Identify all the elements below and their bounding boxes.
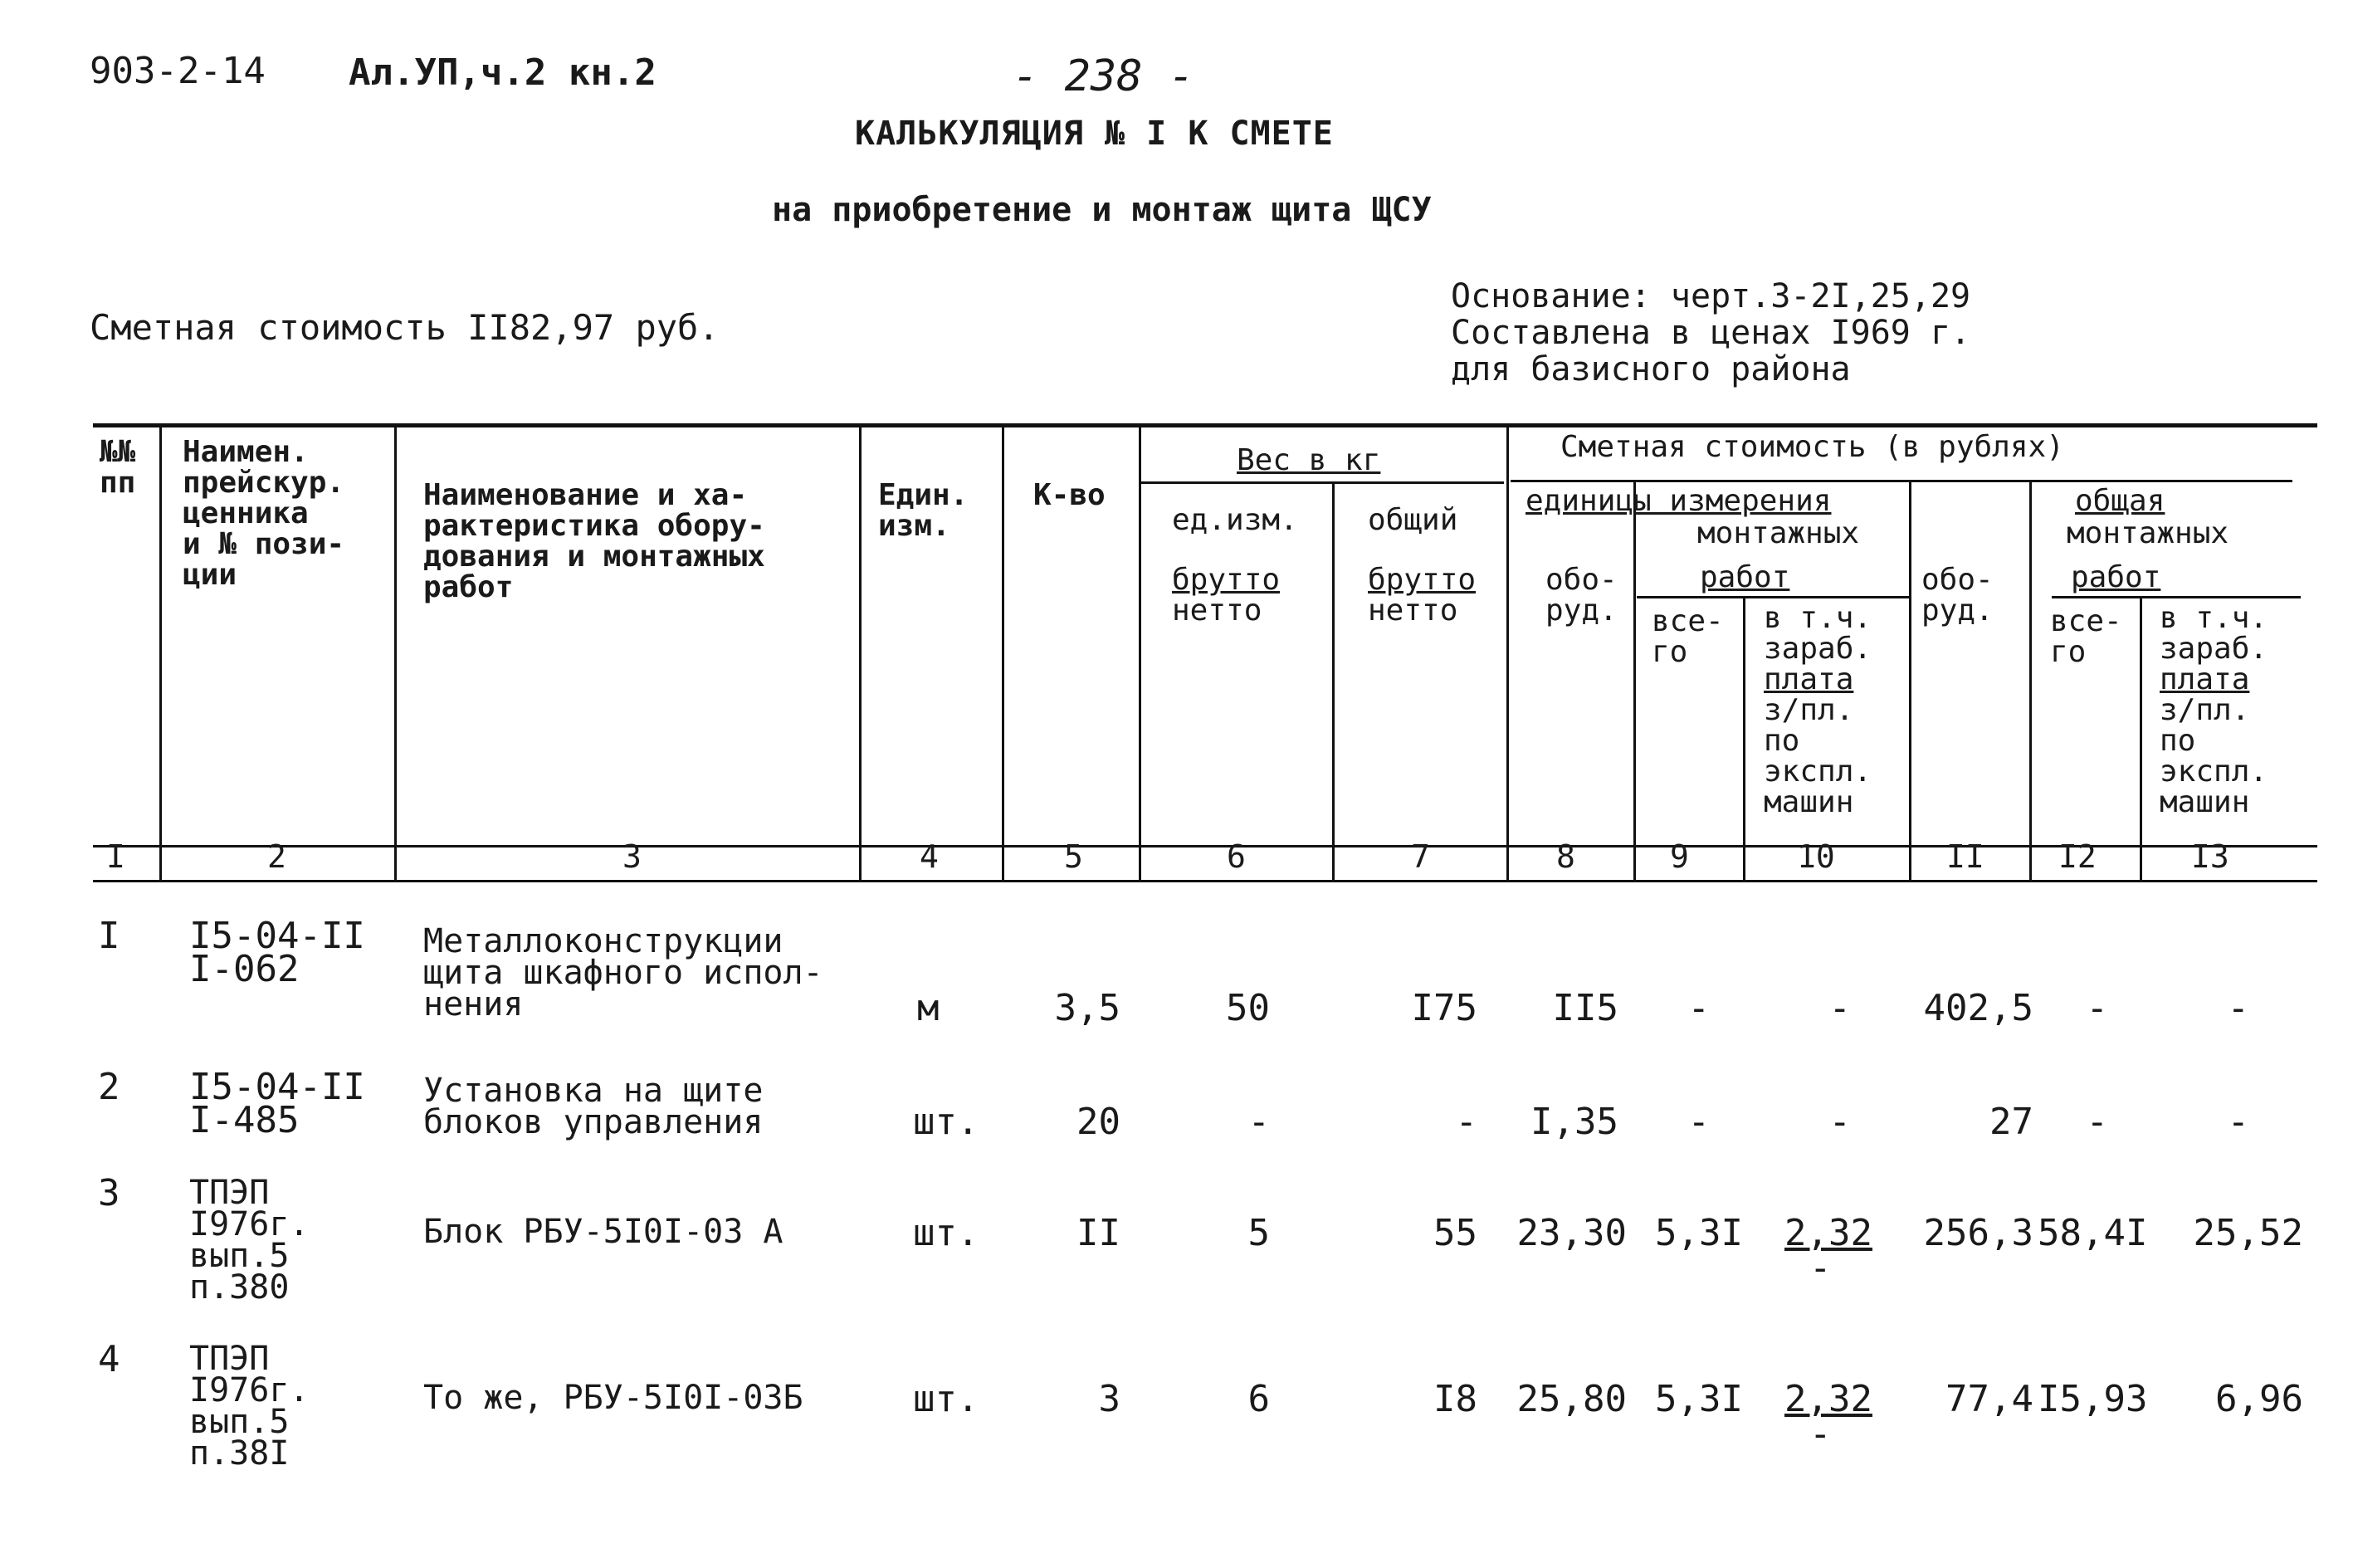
header-col-price-ref: Наимен. прейскур. ценника и № пози- ции xyxy=(183,435,345,592)
table-col-divider xyxy=(1633,481,1636,882)
row-unit: шт. xyxy=(913,1101,979,1143)
header-weight-total: общий xyxy=(1368,503,1458,537)
document-code: 903-2-14 xyxy=(90,50,266,92)
row-unit: шт. xyxy=(913,1378,979,1420)
column-number: 3 xyxy=(622,838,642,875)
table-col-divider xyxy=(394,427,397,882)
row-name: Установка на щите блоков управления xyxy=(423,1072,764,1141)
header-per-unit: единицы измерения xyxy=(1526,484,1832,518)
row-total-incl: - xyxy=(2227,1101,2249,1143)
table-col-divider xyxy=(1139,427,1141,882)
row-total-incl: 6,96 xyxy=(2215,1378,2303,1420)
row-unit-equipment: I,35 xyxy=(1530,1101,1618,1143)
row-weight-total: 55 xyxy=(1433,1212,1477,1254)
row-number: 4 xyxy=(98,1338,120,1380)
header-unit-mount: монтажных xyxy=(1697,516,1860,550)
row-unit-incl: 2,32 xyxy=(1784,1212,1872,1254)
header-weight-total-brutto: брутто xyxy=(1368,563,1477,597)
header-unit-total: все- го xyxy=(1652,604,1724,669)
table-col-divider xyxy=(1743,598,1745,882)
column-number: 4 xyxy=(920,838,939,875)
row-number: I xyxy=(98,915,120,957)
row-total-all: - xyxy=(2086,987,2108,1029)
header-total-incl-top: в т.ч. зараб. xyxy=(2160,601,2268,666)
table-col-divider xyxy=(2140,598,2142,882)
table-rule xyxy=(1637,596,1911,598)
row-unit-incl-sub: - xyxy=(1809,1247,1832,1289)
row-unit-total: 5,3I xyxy=(1655,1378,1743,1420)
row-price-ref: ТПЭП I976г. вып.5 п.38I xyxy=(189,1340,310,1473)
header-total-incl-plata: плата xyxy=(2160,662,2250,696)
table-col-divider xyxy=(1506,427,1509,882)
basis-line-1: Основание: черт.3-2I,25,29 xyxy=(1451,277,1971,315)
row-unit: м xyxy=(917,987,940,1029)
column-number: II xyxy=(1946,838,1984,875)
column-number: I3 xyxy=(2191,838,2229,875)
row-unit-total: - xyxy=(1687,987,1710,1029)
header-weight-netto: нетто xyxy=(1172,593,1262,628)
header-total-works: работ xyxy=(2071,560,2161,594)
table-col-divider xyxy=(1002,427,1004,882)
column-number: I2 xyxy=(2058,838,2097,875)
row-unit-total: - xyxy=(1687,1101,1710,1143)
table-top-rule xyxy=(93,423,2317,427)
column-number: 6 xyxy=(1227,838,1246,875)
row-total-all: I5,93 xyxy=(2038,1378,2148,1420)
row-weight-per-unit: 5 xyxy=(1247,1212,1270,1254)
row-number: 3 xyxy=(98,1172,120,1214)
row-weight-total: - xyxy=(1455,1101,1477,1143)
row-price-ref: I5-04-II I-062 xyxy=(189,915,365,990)
document-subtitle: на приобретение и монтаж щита ЩСУ xyxy=(772,191,1432,229)
row-unit: шт. xyxy=(913,1212,979,1254)
estimated-cost: Сметная стоимость II82,97 руб. xyxy=(90,307,720,348)
header-unit-works: работ xyxy=(1700,560,1790,594)
header-estimated-cost: Сметная стоимость (в рублях) xyxy=(1560,430,2064,464)
table-rule xyxy=(1139,481,1504,484)
header-total-equipment: обо- руд. xyxy=(1921,563,1994,628)
column-number: 5 xyxy=(1064,838,1083,875)
row-unit-incl: - xyxy=(1828,1101,1851,1143)
column-number: 8 xyxy=(1556,838,1575,875)
column-number: 7 xyxy=(1411,838,1430,875)
row-weight-total: I75 xyxy=(1411,987,1477,1029)
basis-line-2: Составлена в ценах I969 г. xyxy=(1451,314,1971,352)
header-col-unit: Един. изм. xyxy=(878,478,969,543)
header-weight: Вес в кг xyxy=(1237,443,1381,477)
column-number: I xyxy=(106,838,125,875)
header-total-all: все- го xyxy=(2050,604,2122,669)
row-unit-equipment: 25,80 xyxy=(1516,1378,1627,1420)
table-col-divider xyxy=(159,427,162,882)
table-rule xyxy=(2052,596,2301,598)
document-title: КАЛЬКУЛЯЦИЯ № I К СМЕТЕ xyxy=(855,115,1334,153)
header-total-incl-bottom: з/пл. по экспл. машин xyxy=(2160,693,2268,819)
table-rule xyxy=(1511,480,2292,482)
column-number: 10 xyxy=(1797,838,1835,875)
header-total-mount: монтажных xyxy=(2067,516,2229,550)
row-total-equipment: 27 xyxy=(1989,1101,2033,1143)
row-qty: 3,5 xyxy=(1054,987,1120,1029)
basis-line-3: для базисного района xyxy=(1451,350,1851,388)
row-unit-incl-sub: - xyxy=(1809,1413,1832,1455)
row-total-equipment: 402,5 xyxy=(1923,987,2033,1029)
row-name: То же, РБУ-5I0I-03Б xyxy=(423,1379,803,1417)
row-total-incl: 25,52 xyxy=(2193,1212,2303,1254)
row-weight-per-unit: - xyxy=(1247,1101,1270,1143)
row-weight-per-unit: 50 xyxy=(1226,987,1270,1029)
header-unit-equipment: обо- руд. xyxy=(1545,563,1618,628)
row-qty: 3 xyxy=(1098,1378,1120,1420)
row-price-ref: ТПЭП I976г. вып.5 п.380 xyxy=(189,1174,310,1307)
header-col-name: Наименование и ха- рактеристика обору- дования и монтажных работ xyxy=(423,478,765,604)
row-name: Металлоконструкции щита шкафного испол- нения xyxy=(423,922,823,1023)
table-rule xyxy=(93,880,2317,882)
row-name: Блок РБУ-5I0I-03 А xyxy=(423,1213,784,1251)
header-unit-incl-plata: плата xyxy=(1764,662,1854,696)
column-number: 9 xyxy=(1670,838,1689,875)
header-total: общая xyxy=(2075,484,2165,518)
row-unit-incl: 2,32 xyxy=(1784,1378,1872,1420)
row-total-all: - xyxy=(2086,1101,2108,1143)
table-col-divider xyxy=(1909,481,1911,882)
table-col-divider xyxy=(2029,481,2032,882)
table-col-divider xyxy=(859,427,862,882)
header-weight-brutto: брутто xyxy=(1172,563,1281,597)
row-unit-total: 5,3I xyxy=(1655,1212,1743,1254)
column-number: 2 xyxy=(267,838,286,875)
row-total-equipment: 256,3 xyxy=(1923,1212,2033,1254)
row-qty: II xyxy=(1076,1212,1120,1254)
header-col-qty: К-во xyxy=(1033,478,1106,512)
header-weight-per-unit: ед.изм. xyxy=(1172,503,1298,537)
row-price-ref: I5-04-II I-485 xyxy=(189,1066,365,1141)
row-total-incl: - xyxy=(2227,987,2249,1029)
row-unit-equipment: II5 xyxy=(1552,987,1618,1029)
table-col-divider xyxy=(1332,483,1335,882)
header-col-number: №№ пп xyxy=(100,435,136,500)
header-unit-incl-bottom: з/пл. по экспл. машин xyxy=(1764,693,1872,819)
page-number: - 238 - xyxy=(1013,51,1195,101)
row-unit-equipment: 23,30 xyxy=(1516,1212,1627,1254)
document-volume: Ал.УП,ч.2 кн.2 xyxy=(349,51,657,94)
header-weight-total-netto: нетто xyxy=(1368,593,1458,628)
row-total-all: 58,4I xyxy=(2038,1212,2148,1254)
row-weight-per-unit: 6 xyxy=(1247,1378,1270,1420)
basis-block xyxy=(1451,278,1970,388)
row-total-equipment: 77,4 xyxy=(1945,1378,2033,1420)
row-weight-total: I8 xyxy=(1433,1378,1477,1420)
row-unit-incl: - xyxy=(1828,987,1851,1029)
row-number: 2 xyxy=(98,1066,120,1108)
header-unit-incl-top: в т.ч. зараб. xyxy=(1764,601,1872,666)
row-qty: 20 xyxy=(1076,1101,1120,1143)
